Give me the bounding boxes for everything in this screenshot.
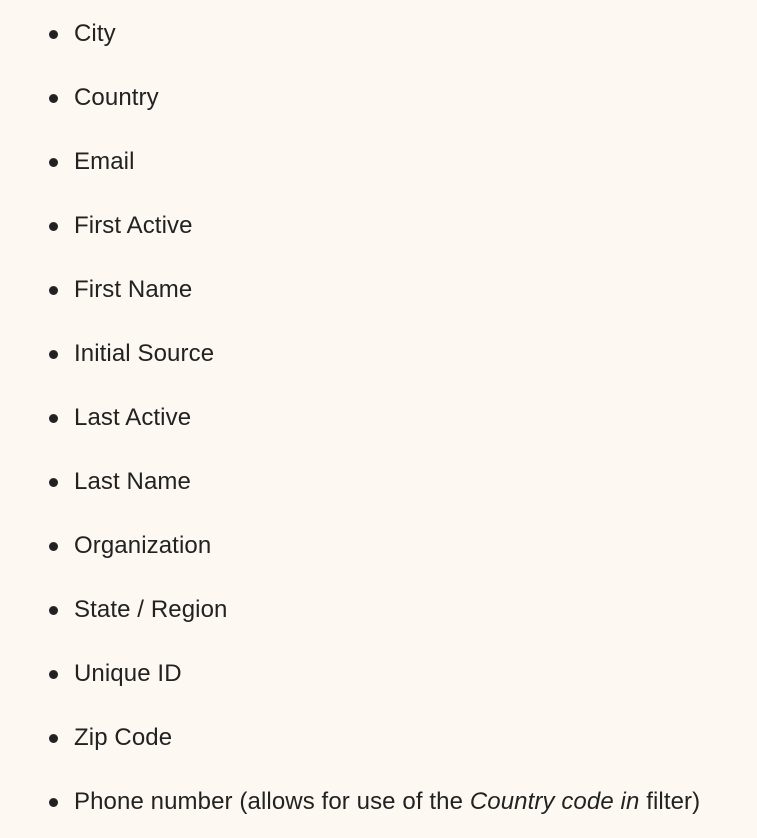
list-item xyxy=(0,401,757,435)
label-text-italic: Country code in xyxy=(469,788,640,815)
bullet-icon xyxy=(49,30,58,39)
list-item xyxy=(0,593,757,627)
bullet-icon xyxy=(49,222,58,231)
list-item xyxy=(0,529,757,563)
list-item xyxy=(0,657,757,691)
list-item-label: Zip Code xyxy=(74,724,173,751)
list-item-label xyxy=(74,785,700,819)
bullet-icon xyxy=(49,542,58,551)
bullet-icon xyxy=(49,286,58,295)
list-item-label: First Active xyxy=(74,212,193,239)
label-text-before: Phone number (allows for use of the xyxy=(74,788,470,815)
label-text-after: filter) xyxy=(639,788,701,815)
list-item xyxy=(0,17,757,51)
list-item xyxy=(0,273,757,307)
list-item-label: Country xyxy=(74,84,159,111)
list-item xyxy=(0,209,757,243)
list-item-label: Initial Source xyxy=(74,340,215,367)
list-item xyxy=(0,337,757,371)
list-item xyxy=(0,785,757,819)
bullet-icon xyxy=(49,158,58,167)
list-item xyxy=(0,81,757,115)
bullet-icon xyxy=(49,606,58,615)
list-item-label: First Name xyxy=(74,276,193,303)
bullet-icon xyxy=(49,670,58,679)
list-item-label: Organization xyxy=(74,532,212,559)
list-item xyxy=(0,465,757,499)
bullet-icon xyxy=(49,350,58,359)
list-item xyxy=(0,721,757,755)
list-item-label: Unique ID xyxy=(74,660,182,687)
bullet-icon xyxy=(49,734,58,743)
list-item-label: Last Name xyxy=(74,468,191,495)
bullet-icon xyxy=(49,478,58,487)
list-item xyxy=(0,145,757,179)
list-item-label: Email xyxy=(74,148,135,175)
list-item-label: City xyxy=(74,20,116,47)
list-item-label: Last Active xyxy=(74,404,192,431)
list-item-label: State / Region xyxy=(74,596,228,623)
bullet-icon xyxy=(49,798,58,807)
bullet-icon xyxy=(49,94,58,103)
bullet-icon xyxy=(49,414,58,423)
